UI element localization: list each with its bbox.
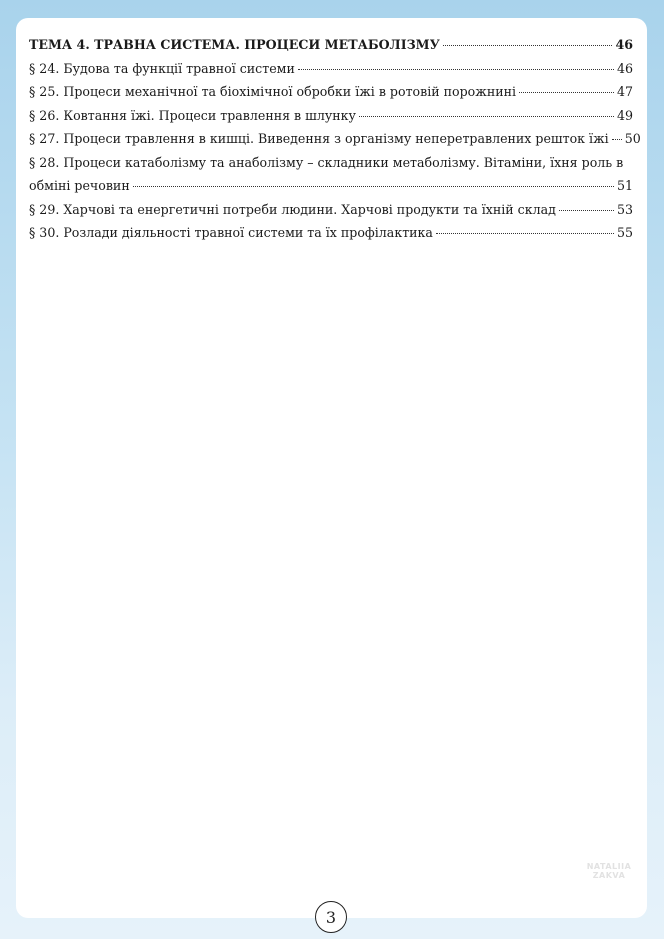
- toc-item-title: § 24. Будова та функції травної системи: [29, 60, 295, 76]
- watermark-line2: ZAKVA: [592, 871, 626, 880]
- toc-item-title-line2: обміні речовин: [29, 178, 130, 193]
- toc-item-page: 55: [616, 225, 633, 240]
- dot-leader: [519, 92, 614, 93]
- toc-item-page: 53: [616, 201, 633, 217]
- toc-heading-title: ТЕМА 4. ТРАВНА СИСТЕМА. ПРОЦЕСИ МЕТАБОЛІЗМУ: [29, 37, 440, 52]
- toc-item-title: § 29. Харчові та енергетичні потреби людини. Харчові продукти та їхній склад: [29, 201, 556, 217]
- dot-leader: [298, 69, 614, 70]
- dot-leader: [436, 233, 614, 234]
- watermark-line1: NATALIIA: [586, 862, 632, 871]
- toc-item[interactable]: [29, 198, 633, 222]
- dot-leader: [443, 45, 613, 46]
- toc-item-title: § 25. Процеси механічної та біохімічної обробки їжі в ротовій порожнині: [29, 84, 517, 99]
- watermark-logo: [574, 862, 644, 880]
- toc-item-title: § 30. Розлади діяльності травної системи та їх профілактика: [29, 225, 433, 240]
- dot-leader: [559, 210, 614, 211]
- toc-heading-page: 46: [615, 37, 633, 52]
- toc-item[interactable]: [29, 80, 633, 104]
- toc-item[interactable]: [29, 127, 641, 151]
- dot-leader: [359, 116, 614, 117]
- toc-item-page: 51: [616, 178, 633, 193]
- toc-item-page: 49: [616, 107, 633, 123]
- table-of-contents: [29, 33, 641, 245]
- page-sheet: [16, 18, 647, 918]
- toc-item[interactable]: [29, 221, 633, 245]
- dot-leader: [612, 139, 622, 140]
- toc-item-title-line1: § 28. Процеси катаболізму та анаболізму – складники метаболізму. Вітаміни, їхня роль в: [29, 154, 624, 170]
- toc-item[interactable]: [29, 151, 633, 198]
- dot-leader: [133, 186, 614, 187]
- toc-heading[interactable]: [29, 33, 633, 57]
- toc-item-title: § 27. Процеси травлення в кишці. Виведення з організму неперетравлених решток їжі: [29, 131, 609, 146]
- toc-item-title: § 26. Ковтання їжі. Процеси травлення в шлунку: [29, 107, 356, 123]
- toc-item[interactable]: [29, 104, 633, 128]
- toc-item[interactable]: [29, 57, 633, 81]
- toc-item-page: 50: [624, 131, 641, 146]
- page-number: 3: [315, 901, 347, 933]
- toc-item-page: 47: [616, 84, 633, 99]
- toc-item-page: 46: [616, 60, 633, 76]
